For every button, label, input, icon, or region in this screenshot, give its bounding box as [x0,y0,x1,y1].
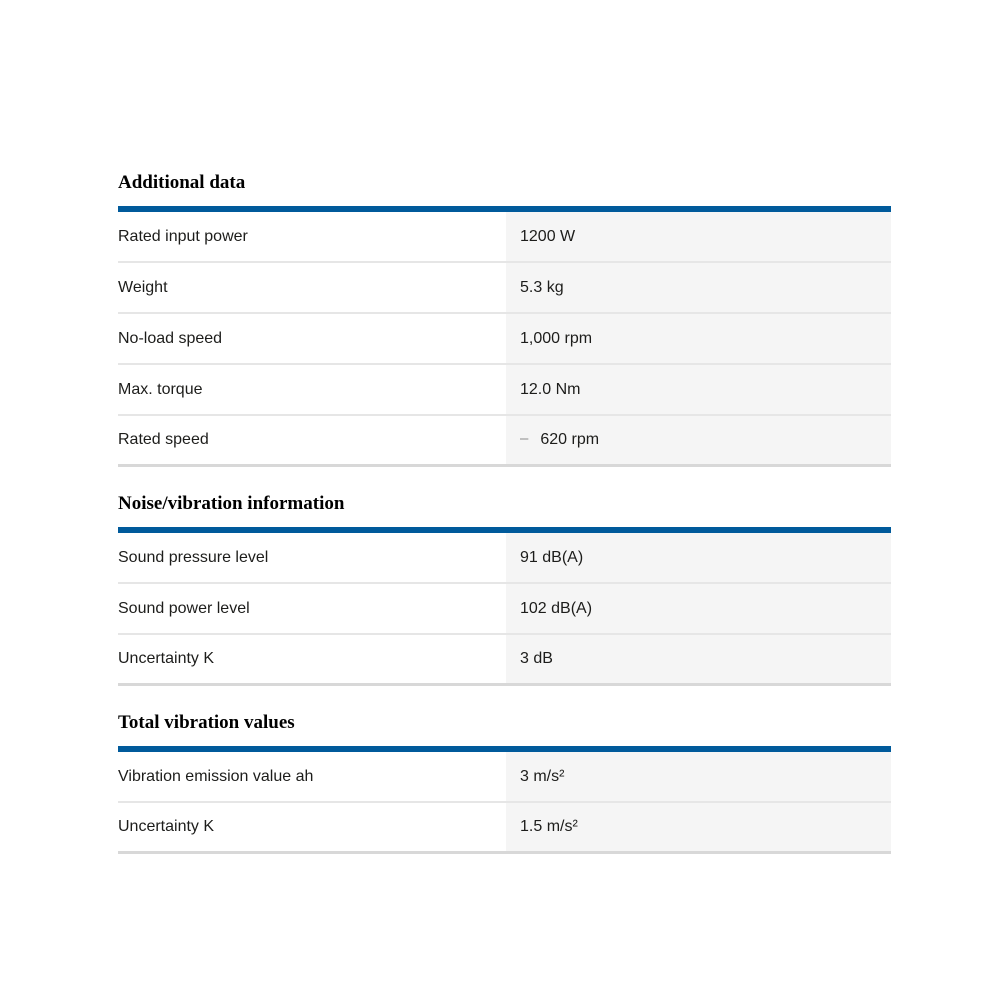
row-value: 91 dB(A) [520,548,584,566]
row-value: 1200 W [520,227,576,245]
section-title: Noise/vibration information [118,493,345,514]
row-value: 620 rpm [540,431,600,448]
row-value-cell [506,365,891,414]
table-row [118,584,891,635]
section-title: Total vibration values [118,712,295,733]
table-row [118,314,891,365]
row-label: Max. torque [118,365,506,414]
spec-section [118,493,891,686]
row-value: 102 dB(A) [520,599,593,617]
row-value-cell [506,533,891,582]
table-row [118,803,891,854]
section-rows [118,533,891,686]
table-row [118,416,891,467]
spec-section [118,172,891,467]
row-value: 1.5 m/s² [520,818,578,835]
row-label: Weight [118,263,506,312]
section-rows [118,752,891,854]
section-title: Additional data [118,172,246,193]
row-value: 5.3 kg [520,278,564,296]
table-row [118,635,891,686]
row-value-cell [506,314,891,363]
table-row [118,752,891,803]
row-value: 12.0 Nm [520,380,581,398]
value-dash-prefix: – [520,429,529,447]
table-row [118,533,891,584]
row-value-cell [506,416,891,464]
table-row [118,365,891,416]
spec-section [118,712,891,854]
row-label: Uncertainty K [118,803,506,851]
row-value: 3 m/s² [520,767,565,785]
row-value-cell [506,803,891,851]
row-value-cell [506,584,891,633]
section-rows [118,212,891,467]
row-value-cell [506,752,891,801]
row-label: Rated speed [118,416,506,464]
spec-sections [118,172,891,854]
row-label: Vibration emission value ah [118,752,506,801]
row-value: 3 dB [520,650,553,667]
row-value-cell [506,263,891,312]
row-label: Rated input power [118,212,506,261]
row-label: Sound power level [118,584,506,633]
table-row [118,263,891,314]
row-value: 1,000 rpm [520,329,593,347]
row-value-cell [506,635,891,683]
table-row [118,212,891,263]
spec-page [118,172,891,854]
row-value-cell [506,212,891,261]
row-label: No-load speed [118,314,506,363]
row-label: Uncertainty K [118,635,506,683]
row-label: Sound pressure level [118,533,506,582]
